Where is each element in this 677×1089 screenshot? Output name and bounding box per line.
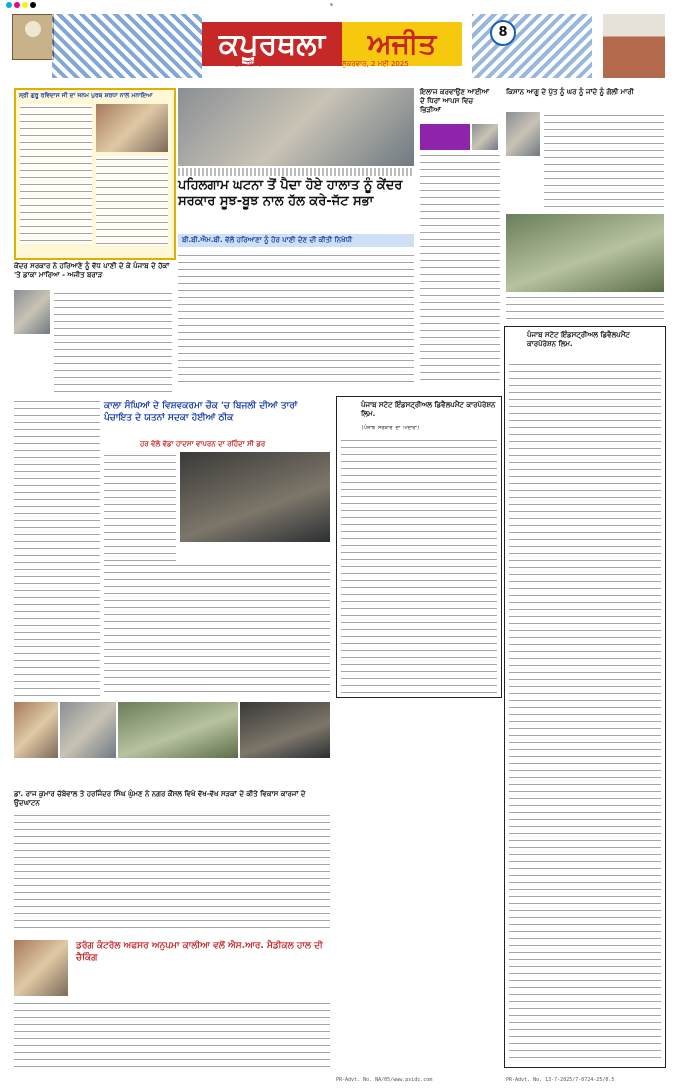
right-top2-headline: ਕਿਸਾਨ ਆਗੂ ਦੇ ਪੁੱਤ ਨੂੰ ਘਰ ਨੂੰ ਜਾਂਦੇ ਨੂੰ ਗੋਲੀ ਮਾਰੀ [506,88,634,96]
top-left-box [14,88,176,260]
dateline: ਸ਼ੁੱਕਰਵਾਰ, 2 ਮਈ 2025 [342,60,409,68]
psidc-ad-right [504,326,666,1068]
top-left-title: ਸ੍ਰੀ ਗੁਰੂ ਰਵਿਦਾਸ ਜੀ ਦਾ ਜਨਮ ਪੁਰਬ ਸ਼ਰਧਾ ਨਾਲ ਮਨਾਇਆ [19,92,153,99]
right-top-text [420,152,500,384]
final-text [14,1000,330,1068]
edition-label: ਅਜੀਤ, ਜਲੰਧਰ [222,60,262,68]
right-mid-text [506,294,664,322]
main-article-text [178,252,414,384]
psidc-ad-right-name: ਪੰਜਾਬ ਸਟੇਟ ਇੰਡਸਟ੍ਰੀਅਲ ਡਿਵੈਲਪਮੈਂਟ ਕਾਰਪੋਰੇਸ਼ਨ ਲਿਮ. [527,331,630,348]
print-strip: ⊕ [0,0,677,10]
top-left-text-2 [96,156,168,246]
main-photo-caption [178,168,414,176]
top-left-photo [96,104,168,152]
psidc-ad-left-name: ਪੰਜਾਬ ਸਟੇਟ ਇੰਡਸਟ੍ਰੀਅਲ ਡਿਵੈਲਪਮੈਂਟ ਕਾਰਪੋਰੇਸ਼ਨ ਲਿਮ. [361,401,496,418]
right-top-callout [420,124,470,150]
masthead [12,12,665,82]
title-ajit: ਅਜੀਤ [342,22,462,66]
left-mid-headline: ਕੇਂਦਰ ਸਰਕਾਰ ਨੇ ਹਰਿਆਣੇ ਨੂੰ ਵੱਧ ਪਾਣੀ ਦੇ ਕੇ ਪੰਜਾਬ ਦੇ ਹੱਕਾਂ 'ਤੇ ਡਾਕਾ ਮਾਰਿਆ - ਅਜੀਤ ਬਰਾੜ [14,262,170,279]
center-text [104,452,176,562]
top-left-text [20,104,92,244]
bottom-photo-1 [14,702,58,758]
center-photo [180,452,330,542]
bottom-headline: ਡਾ. ਰਾਜ ਕੁਮਾਰ ਚੱਬੇਵਾਲ ਤੇ ਹਰਜਿੰਦਰ ਸਿੰਘ ਘੁੰਮਣ ਨੇ ਨਗਰ ਕੌਂਸਲ ਵਿਖੇ ਵੱਖ-ਵੱਖ ਸੜਕਾਂ ਦੇ ਕੀਤੇ ਵਿਕਾਸ ਕਾਰਜਾਂ ਦੇ ਉਦਘਾਟਨ [14,790,306,807]
masthead-pattern-right [472,14,592,78]
right-top2-text [544,112,664,212]
left-mid-text [54,290,172,394]
right-mid-photo [506,214,664,292]
footer-strip [0,1075,677,1089]
center-text-2 [104,562,330,696]
center-subhead: ਹਰ ਵੇਲੇ ਵੱਡਾ ਹਾਦਸਾ ਵਾਪਰਨ ਦਾ ਰਹਿੰਦਾ ਸੀ ਡਰ [140,440,266,448]
left-col-text [14,398,100,698]
building-logo-icon [603,14,665,78]
bottom-photo-4 [240,702,330,758]
page-number: 8 [490,20,516,46]
adv-no-right: PR-Advt. No. 13-7-2025/7-0724-25/0.5 [506,1077,615,1083]
psidc-ad-left-sub: (ਪੰਜਾਬ ਸਰਕਾਰ ਦਾ ਅਦਾਰਾ) [361,425,420,431]
main-subhead: ਬੀ.ਬੀ.ਐਮ.ਬੀ. ਵੱਲੋਂ ਹਰਿਆਣਾ ਨੂੰ ਹੋਰ ਪਾਣੀ ਦੇਣ ਦੀ ਕੀਤੀ ਨਿਖੇਧੀ [178,234,414,247]
bottom-text [14,812,330,932]
adv-no-left: PR-Advt. No. NA/05/www.psidc.com [336,1077,433,1083]
masthead-pattern [52,14,202,78]
bottom-photo-3 [118,702,238,758]
main-headline: ਪਹਿਲਗਾਮ ਘਟਨਾ ਤੋਂ ਪੈਦਾ ਹੋਏ ਹਾਲਾਤ ਨੂੰ ਕੇਂਦਰ ਸਰਕਾਰ ਸੂਝ-ਬੂਝ ਨਾਲ ਹੱਲ ਕਰੇ-ਜੱਟ ਸਭਾ [178,178,403,209]
psidc-ad-right-text [509,361,661,1061]
psidc-ad-left [336,396,502,698]
right-top-headline: ਇਲਾਜ ਕਰਵਾਉਣ ਆਈਆਂ ਦੋ ਧਿਰਾਂ ਆਪਸ ਵਿਚ ਭਿੜੀਆਂ [420,88,490,114]
right-top-portrait [472,124,498,150]
center-headline: ਕਾਲਾ ਸੰਘਿਆਂ ਦੇ ਵਿਸ਼ਵਕਰਮਾ ਚੌਕ 'ਚ ਬਿਜਲੀ ਦੀਆਂ ਤਾਰਾਂ ਪੰਚਾਇਤ ਦੇ ਯਤਨਾਂ ਸਦਕਾ ਹੋਈਆਂ ਠੀਕ [104,401,298,423]
title-kapurthala: ਕਪੂਰਥਲਾ [202,22,342,66]
final-photo [14,940,68,996]
left-mid-portrait [14,290,50,334]
temple-logo-icon [12,14,54,60]
bottom-photo-2 [60,702,116,758]
main-group-photo [178,88,414,166]
psidc-ad-left-text [341,437,497,693]
final-headline: ਡਰੱਗ ਕੰਟਰੋਲ ਅਫਸਰ ਅਨੁਪਮਾ ਕਾਲੀਆ ਵਲੋਂ ਐਸ.ਆਰ. ਮੈਡੀਕਲ ਹਾਲ ਦੀ ਚੈਕਿੰਗ [76,941,323,963]
right-top2-portrait [506,112,540,156]
